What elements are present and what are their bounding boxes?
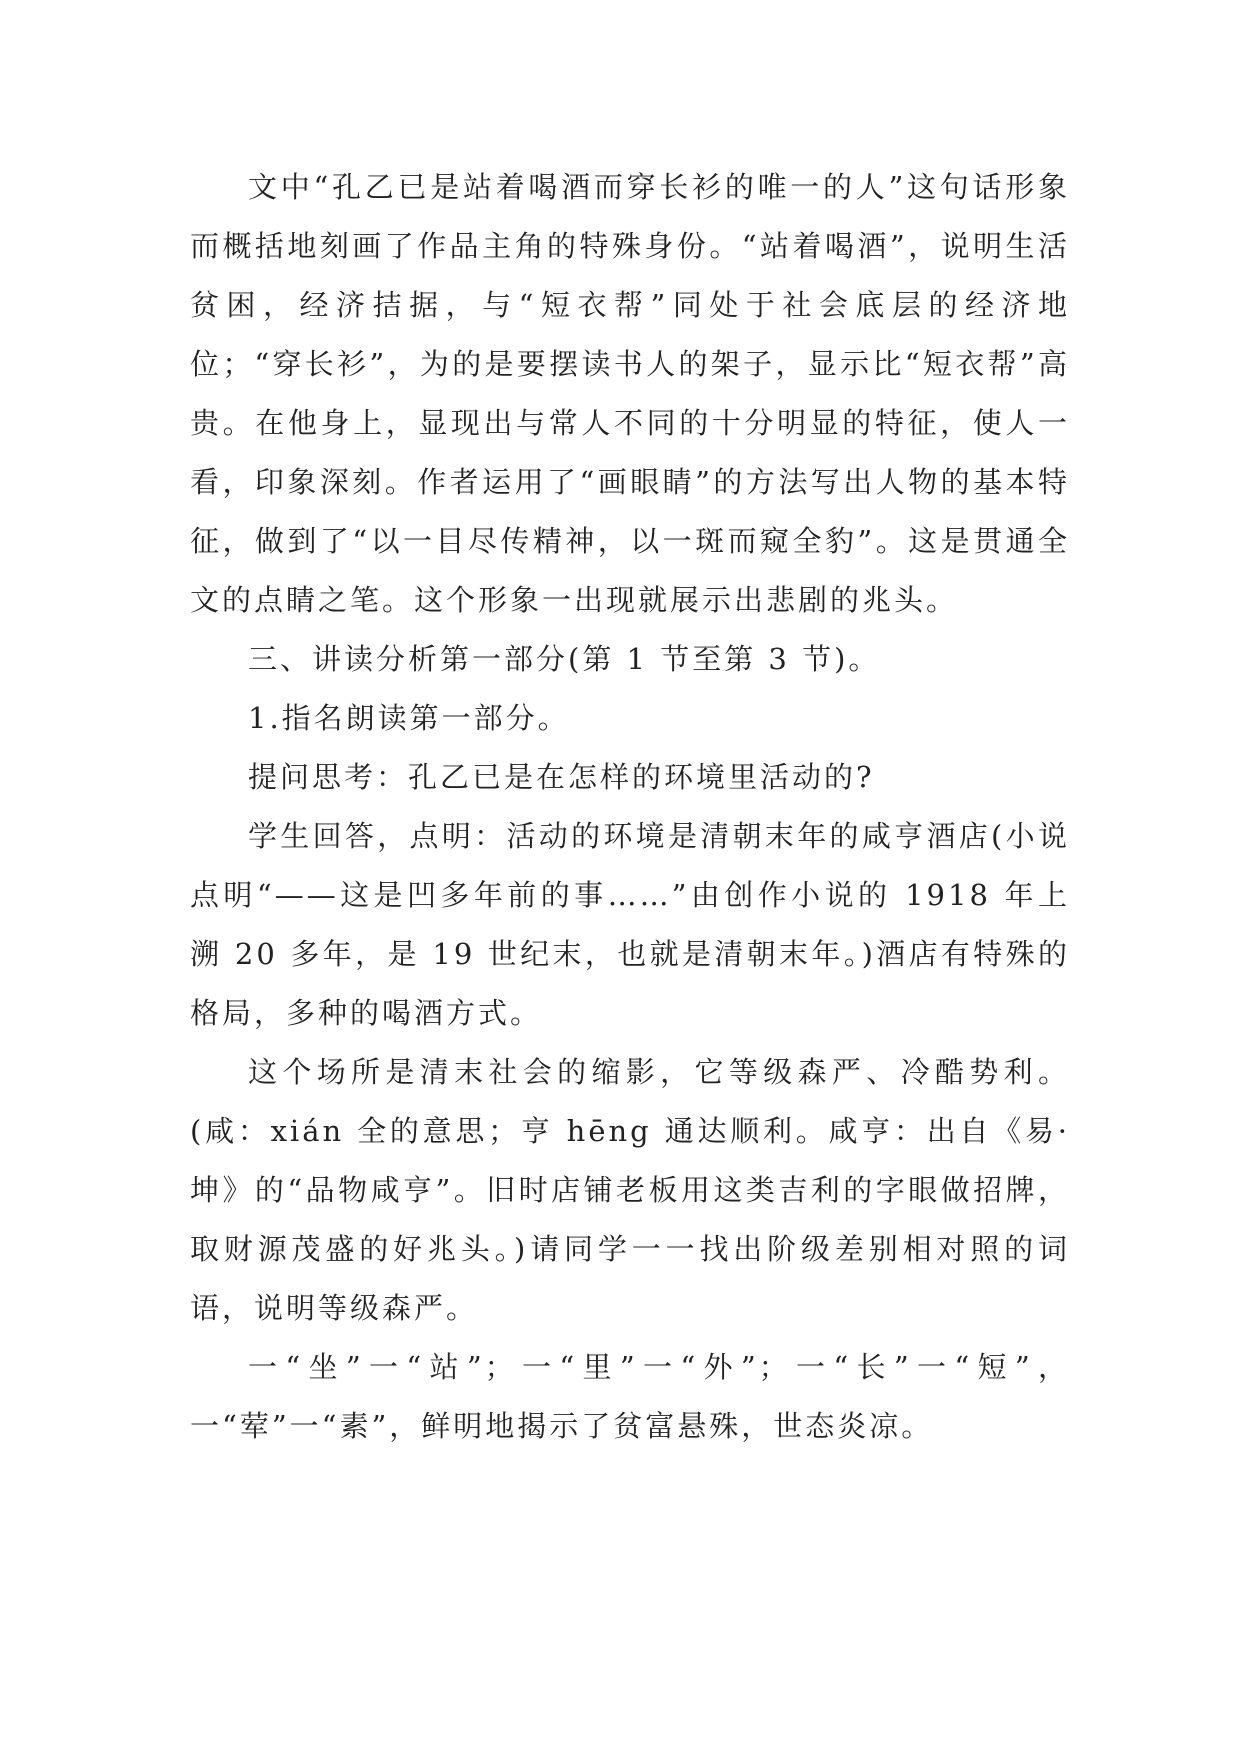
paragraph-character-analysis: 文中“孔乙已是站着喝酒而穿长衫的唯一的人”这句话形象而概括地刻画了作品主角的特殊身份。“站着喝酒”，说明生活贫困，经济拮据，与“短衣帮”同处于社会底层的经济地位；“穿长衫”，为的是要摆读书人的架子，显示比“短衣帮”高贵。在他身上，显现出与常人不同的十分明显的特征，使人一看，印象深刻。作者运用了“画眼睛”的方法写出人物的基本特征，做到了“以一目尽传精神，以一斑而窥全豹”。这是贯通全文的点睛之笔。这个形象一出现就展示出悲剧的兆头。	[190, 170, 1070, 617]
paragraph-section-heading: 三、讲读分析第一部分(第 1 节至第 3 节)。	[248, 642, 881, 676]
paragraph-step-read-aloud: 1.指名朗读第一部分。	[248, 701, 570, 735]
paragraph-question: 提问思考：孔乙已是在怎样的环境里活动的?	[248, 760, 875, 794]
paragraph-student-answer: 学生回答，点明：活动的环境是清朝末年的咸亨酒店(小说点明“——这是凹多年前的事……”由创作小说的 1918 年上溯 20 多年，是 19 世纪末，也就是清朝末年。)酒店有特殊的格局，多种的喝酒方式。	[190, 819, 1070, 1030]
document-body	[190, 158, 1070, 1456]
paragraph-setting-analysis: 这个场所是清末社会的缩影，它等级森严、冷酷势利。(咸：xián 全的意思；亨 hēng 通达顺利。咸亨：出自《易·坤》的“品物咸亨”。旧时店铺老板用这类吉利的字眼做招牌，取财源茂盛的好兆头。)请同学一一找出阶级差别相对照的词语，说明等级森严。	[190, 1055, 1070, 1325]
paragraph-contrast-words: 一“坐”一“站”；一“里”一“外”；一“长”一“短”，一“荤”一“素”，鲜明地揭示了贫富悬殊，世态炎凉。	[190, 1350, 1070, 1443]
